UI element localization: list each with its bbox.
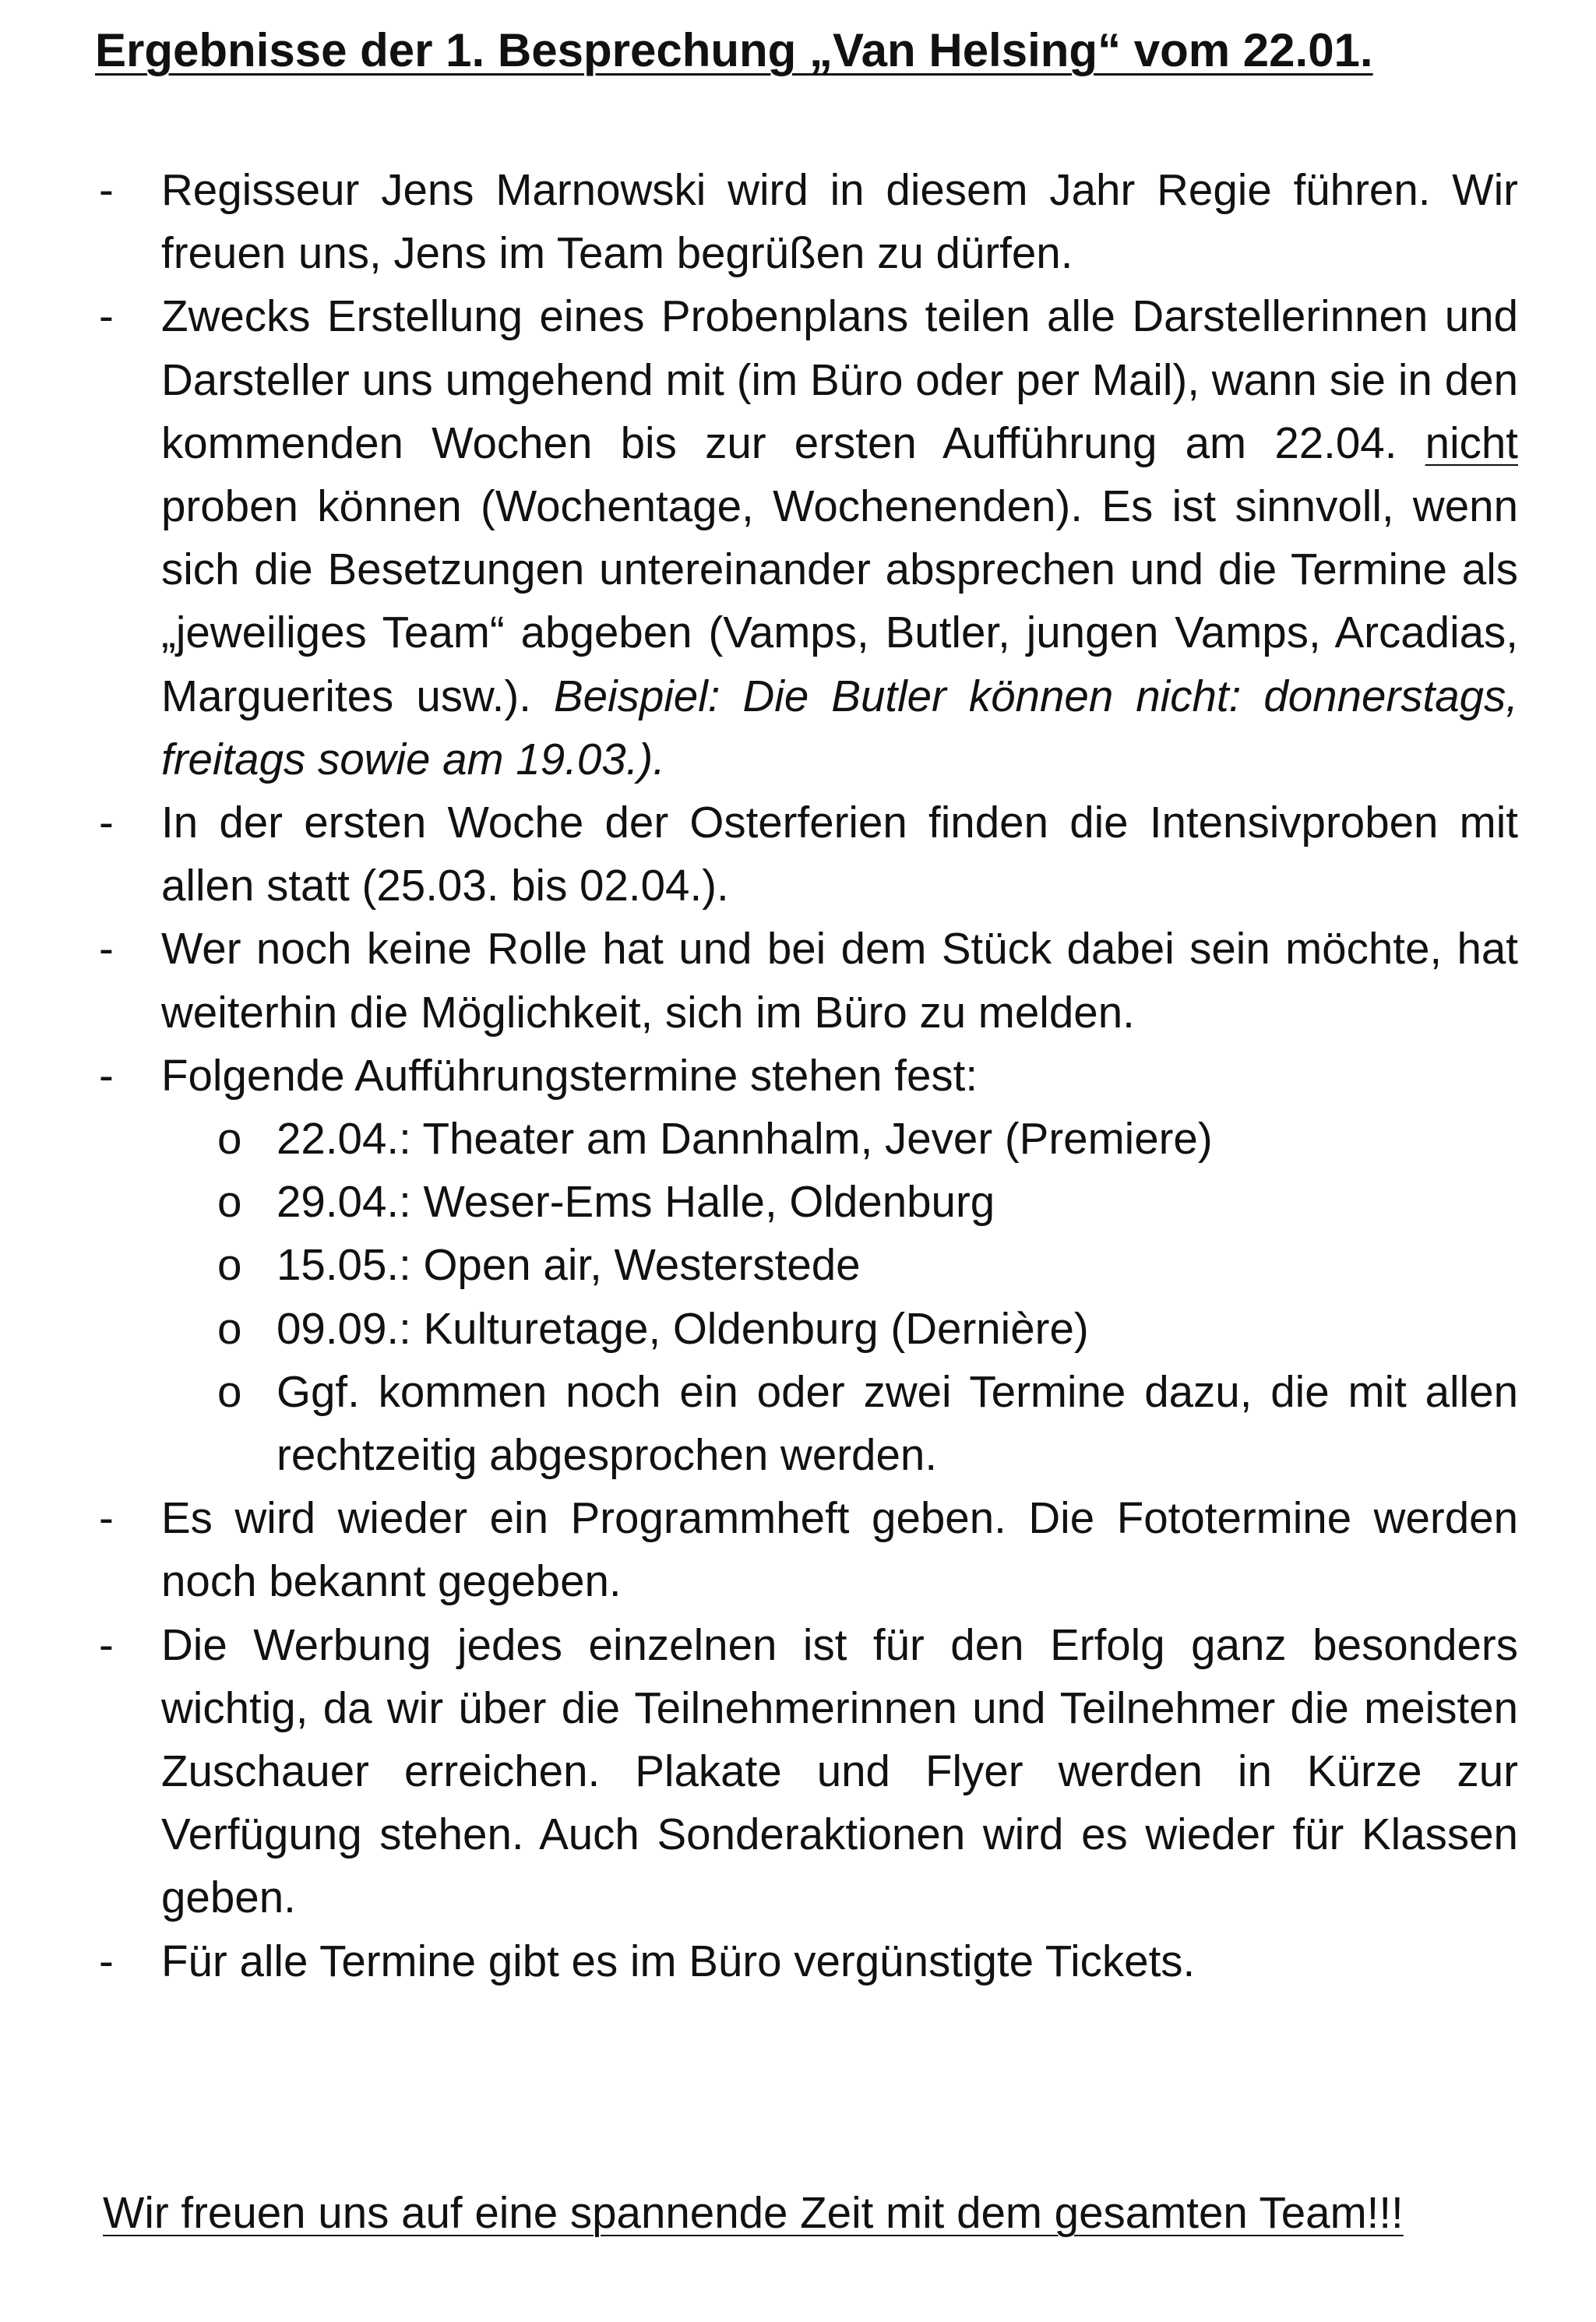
- date-item-text: 22.04.: Theater am Dannhalm, Jever (Premiere): [277, 1114, 1213, 1164]
- date-item-text: Ggf. kommen noch ein oder zwei Termine dazu, die mit allen rechtzeitig abgesprochen werden.: [277, 1366, 1518, 1480]
- dash-bullet: -: [99, 1050, 114, 1100]
- circle-bullet: o: [217, 1177, 242, 1227]
- date-item: [99, 1360, 1518, 1486]
- date-item-text: 29.04.: Weser-Ems Halle, Oldenburg: [277, 1177, 995, 1227]
- circle-bullet: o: [217, 1114, 242, 1164]
- results-list: [99, 158, 1518, 1993]
- date-item-text: 09.09.: Kulturetage, Oldenburg (Dernière): [277, 1303, 1089, 1353]
- date-item-text: 15.05.: Open air, Westerstede: [277, 1240, 861, 1290]
- circle-bullet: o: [217, 1303, 242, 1353]
- item-text: Für alle Termine gibt es im Büro vergünstigte Tickets.: [161, 1936, 1196, 1986]
- list-item-advertising: [99, 1613, 1518, 1929]
- date-item: [99, 1107, 1518, 1170]
- item-text: Folgende Aufführungstermine stehen fest:: [161, 1050, 978, 1100]
- list-item-intensive-rehearsals: [99, 791, 1518, 917]
- closing-statement: Wir freuen uns auf eine spannende Zeit mit dem gesamten Team!!!: [103, 2188, 1404, 2237]
- dash-bullet: -: [99, 798, 114, 847]
- dash-bullet: -: [99, 1936, 114, 1986]
- date-item: [99, 1170, 1518, 1233]
- list-item-performance-dates: [99, 1044, 1518, 1486]
- item-text: Wer noch keine Rolle hat und bei dem Stück dabei sein möchte, hat weiterhin die Möglichkeit, sich im Büro zu melden.: [161, 924, 1518, 1037]
- item-text: Regisseur Jens Marnowski wird in diesem Jahr Regie führen. Wir freuen uns, Jens im Team begrüßen zu dürfen.: [161, 165, 1518, 278]
- list-item-tickets: [99, 1929, 1518, 1993]
- underlined-word-nicht: nicht: [1425, 418, 1518, 467]
- item-text: Die Werbung jedes einzelnen ist für den Erfolg ganz besonders wichtig, da wir über die Teilnehmerinnen und Teilnehmer die meisten Zuschauer erreichen. Plakate und Flyer werden in Kürze zur Verfügung stehen. Auch Sonderaktionen wird es wieder für Klassen geben.: [161, 1619, 1518, 1922]
- performance-dates-list: [161, 1107, 1518, 1486]
- item-text-continued: proben können (Wochentage, Wochenenden). Es ist sinnvoll, wenn sich die Besetzungen untereinander absprechen und die Termine als „jeweiliges Team“ abgeben (Vamps, Butler, jungen Vamps, Arcadias, Marguerites usw.).: [161, 481, 1518, 721]
- item-text: Zwecks Erstellung eines Probenplans teilen alle Darstellerinnen und Darsteller uns umgehend mit (im Büro oder per Mail), wann sie in den kommenden Wochen bis zur ersten Aufführung am 22.04.: [161, 291, 1518, 467]
- list-item-rehearsal-plan: [99, 284, 1518, 791]
- list-item-roles: [99, 917, 1518, 1043]
- date-item: [99, 1233, 1518, 1296]
- item-text: Es wird wieder ein Programmheft geben. Die Fototermine werden noch bekannt gegeben.: [161, 1493, 1518, 1606]
- dash-bullet: -: [99, 1619, 114, 1669]
- dash-bullet: -: [99, 291, 114, 341]
- dash-bullet: -: [99, 924, 114, 974]
- example-text: Beispiel: Die Butler können nicht: donnerstags, freitags sowie am 19.03.).: [161, 671, 1518, 784]
- circle-bullet: o: [217, 1366, 242, 1416]
- dash-bullet: -: [99, 1493, 114, 1543]
- document-title: Ergebnisse der 1. Besprechung „Van Helsing“ vom 22.01.: [95, 24, 1373, 76]
- dash-bullet: -: [99, 165, 114, 214]
- list-item-director: [99, 158, 1518, 284]
- circle-bullet: o: [217, 1240, 242, 1290]
- list-item-program-booklet: [99, 1486, 1518, 1612]
- date-item: [99, 1297, 1518, 1360]
- item-text: In der ersten Woche der Osterferien finden die Intensivproben mit allen statt (25.03. bis 02.04.).: [161, 798, 1518, 911]
